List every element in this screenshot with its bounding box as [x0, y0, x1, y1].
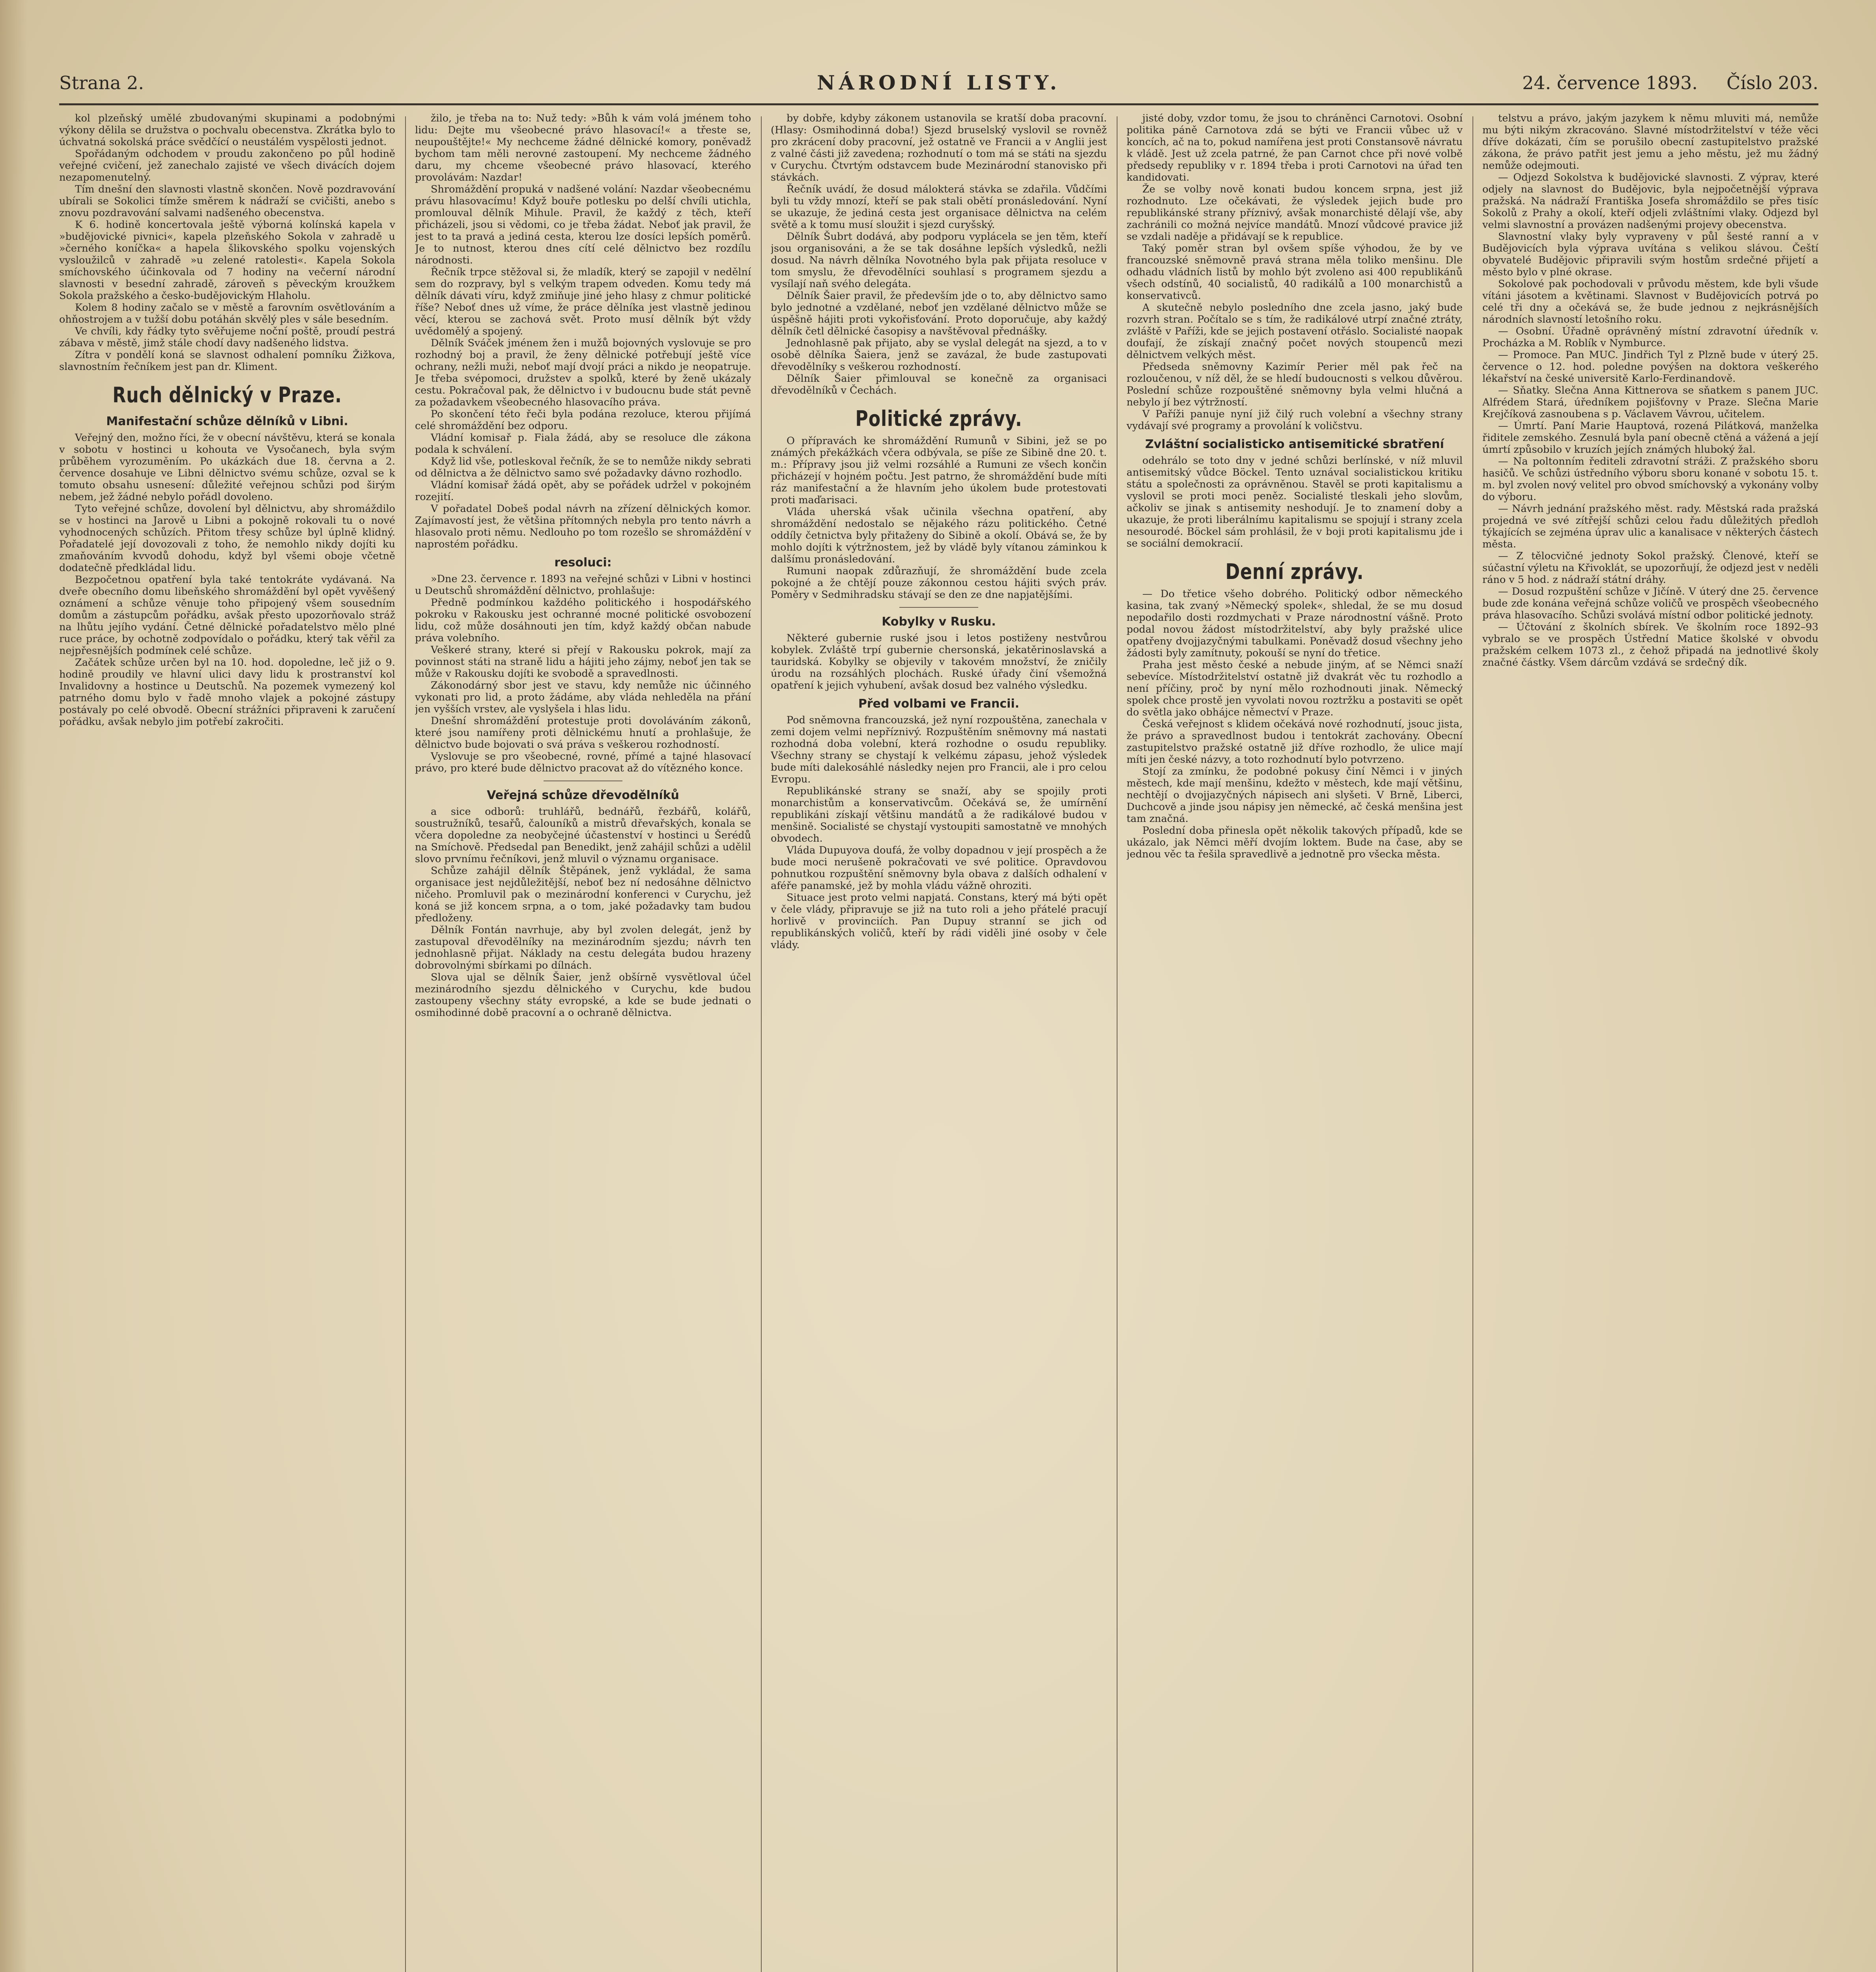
- paragraph: Česká veřejnost s klidem očekává nové rozhodnutí, jsouc jista, že právo a spravedlnost budou i tentokrát zachovány. Obecní zastupitelstvo pražské ostatně již dříve rozhodlo, že ulice mají míti jen české názvy, a toto rozhodnutí bylo potvrzeno.: [1127, 718, 1463, 766]
- paragraph: Vládní komisař p. Fiala žádá, aby se resoluce dle zákona podala k schválení.: [415, 432, 751, 456]
- paragraph: Některé gubernie ruské jsou i letos postiženy nestvůrou kobylek. Zvláště trpí gubernie chersonská, jekatěrinoslavská a tauridská. Kobylky se objevily v takovém množství, že zničily úrodu na rozsáhlých plochách. Ruské úřady činí všemožná opatření k jejich vyhubení, avšak dosud bez valného výsledku.: [771, 632, 1107, 691]
- paragraph: — Na poltonním řediteli zdravotní stráži. Z pražského sboru hasičů. Ve schůzi ústředního výboru sboru konané v sobotu 15. t. m. byl zvolen nový velitel pro obvod smíchovský a vykonány volby do výboru.: [1482, 456, 1818, 503]
- paragraph: Zákonodárný sbor jest ve stavu, kdy nemůže nic účinného vykonati pro lid, a proto žádáme, aby vláda nehleděla na přání jen vyšších vrstev, ale vyslyšela i hlas lidu.: [415, 680, 751, 715]
- paragraph: by dobře, kdyby zákonem ustanovila se kratší doba pracovní. (Hlasy: Osmihodinná doba!) Sjezd bruselský vyslovil se rovněž pro zkrácení doby pracovní, jež ostatně ve Francii a v Anglii jest z valné části již zavedena; rozhodnutí o tom má se státi na sjezdu v Curychu. Čtvrtým odstavcem bude Mezinárodní stanovisko při stávkách.: [771, 112, 1107, 183]
- issue-number: Číslo 203.: [1727, 72, 1818, 93]
- column-1: [59, 112, 395, 1972]
- paragraph: Vyslovuje se pro všeobecné, rovné, přímé a tajné hlasovací právo, pro které bude dělnictvo pracovat až do vítězného konce.: [415, 751, 751, 774]
- paragraph: Taký poměr stran byl ovšem spíše výhodou, že by ve francouzské sněmovně pravá strana měla toliko menšinu. Dle odhadu vládních listů by mohlo být zvoleno asi 400 republikánů všech odstínů, 40 socialistů, 40 radikálů a 100 monarchistů a konservativců.: [1127, 243, 1463, 302]
- paragraph: Shromáždění propuká v nadšené volání: Nazdar všeobecnému právu hlasovacímu! Když bouře potlesku po delší chvíli utichla, promlouval dělník Mihule. Pravil, že každý z těch, kteří přicházeli, jsou si vědomi, co je třeba žádat. Neboť jak pravil, že jest to ta pravá a jediná cesta, kterou lze dosíci lepších poměrů. Je to nutnost, kterou dnes cítí celé dělnictvo bez rozdílu národnosti.: [415, 183, 751, 266]
- paragraph: jisté doby, vzdor tomu, že jsou to chráněnci Carnotovi. Osobní politika páně Carnotova zdá se býti ve Francii vůbec už v koncích, ač na to, pokud namířena jest proti Constansově návratu k vládě. Jest už zcela patrné, že pan Carnot chce při nové volbě předsedy republiky v r. 1894 třeba i proti Carnotovi na úřad ten kandidovati.: [1127, 112, 1463, 183]
- paragraph: a sice odborů: truhlářů, bednářů, řezbářů, kolářů, soustružníků, tesařů, čalouníků a mistrů dřevařských, konala se včera dopoledne za neobyčejné účastenství v hostinci u Šerédů na Smíchově. Předsedal pan Benedikt, jenž zahájil schůzi a udělil slovo prvnímu řečníkovi, jenž mluvil o významu organisace.: [415, 806, 751, 865]
- paragraph: Tím dnešní den slavnosti vlastně skončen. Nově pozdravování ubírali se Sokolici tímže směrem k nádraží se cvičišti, anebo s znovu pozdravování salvami nadšeného obecenstva.: [59, 183, 395, 219]
- header-rule: [59, 103, 1818, 105]
- text-columns: [59, 112, 1818, 1972]
- article-heading: Manifestační schůze dělníků v Libni.: [106, 415, 348, 428]
- paragraph: odehrálo se toto dny v jedné schůzi berlínské, v níž mluvil antisemitský vůdce Böckel. Tento uznával socialistickou kritiku státu a společnosti za oprávněnou. Stavěl se proti kapitalismu a vyslovil se proti moci peněz. Socialisté tleskali jeho slovům, ačkoliv se jinak s antisemity neshodují. Je to znamení doby a ukazuje, že proti liberálnímu kapitalismu se spojují i strany zcela nesourodé. Böckel sám prohlásil, že v boji proti kapitalismu jde i se sociální demokracií.: [1127, 455, 1463, 549]
- paragraph: Dnešní shromáždění protestuje proti dovoláváním zákonů, které jsou namířeny proti dělnickému hnutí a prohlašuje, že dělnictvo bude bojovati o svá práva s veškerou rozhodností.: [415, 715, 751, 751]
- page-edge-shadow: [0, 0, 28, 1972]
- column-5: [1482, 112, 1818, 1972]
- running-header: [59, 71, 1818, 103]
- column-4: [1127, 112, 1463, 1972]
- paragraph: Předně podmínkou každého politického i hospodářského pokroku v Rakousku jest ochranné mocné politické osvobození lidu, což může dosáhnouti jen tím, když každý občan nabude práva volebního.: [415, 597, 751, 644]
- paragraph: »Dne 23. července r. 1893 na veřejné schůzi v Libni v hostinci u Deutschů shromáždění dělnictvo, prohlašuje:: [415, 573, 751, 597]
- paragraph: Po skončení této řeči byla podána rezoluce, kterou přijímá celé shromáždění bez odporu.: [415, 408, 751, 432]
- paragraph: telstvu a právo, jakým jazykem k němu mluviti má, nemůže mu býti nikým zkracováno. Slavné místodržitelství v téže věci dříve dokázati, čím se porušilo obecní zastupitelstvo pražské zákona, že právo patřit jest jemu a jeho městu, jež mu žádný nemůže odejmouti.: [1482, 112, 1818, 172]
- paragraph: — Úmrtí. Paní Marie Hauptová, rozená Pilátková, manželka řiditele zemského. Zesnulá byla paní obecně ctěná a vážená a její úmrtí způsobilo v kruzích jejích známých hluboký žal.: [1482, 420, 1818, 456]
- issue-date: 24. července 1893.: [1522, 72, 1698, 93]
- paragraph: — Odjezd Sokolstva k budějovické slavnosti. Z výprav, které odjely na slavnost do Budějovic, byla nejpočetnější výprava pražská. Na nádraží Františka Josefa shromáždilo se přes tisíc Sokolů z Prahy a okolí, kteří odjeli zvláštními vlaky. Odjezd byl velmi slavnostní a provázen nadšenými projevy obecenstva.: [1482, 172, 1818, 231]
- paragraph: Situace jest proto velmi napjatá. Constans, který má býti opět v čele vlády, připravuje se již na tuto roli a jeho přátelé pracují horlivě v provinciích. Pan Dupuy stranní se jich od republikánských voličů, kteří by rádi viděli jiné osoby v čele vlády.: [771, 892, 1107, 951]
- paragraph: — Do třetice všeho dobrého. Politický odbor německého kasina, tak zvaný »Německý spolek«, shledal, že se mu dosud nepodařilo dosti rozdmychati v Praze národnostní vášně. Proto podal novou žádost místodržitelství, aby byly pražské ulice opatřeny dvojjazyčnými tabulkami. Poněvadž dosud všechny jeho žádosti byly zamítnuty, pokouší se nyní do třetice.: [1127, 588, 1463, 659]
- paragraph: Ve chvíli, kdy řádky tyto svěřujeme noční poště, proudí pestrá zábava v městě, jimž stále chodí davy nadšeného lidstva.: [59, 325, 395, 349]
- issue-date-number: [1522, 71, 1818, 95]
- paragraph: K 6. hodině koncertovala ještě výborná kolínská kapela v »budějovické pivnici«, kapela plzeňského Sokola v zahradě u »černého koníčka« a hapela šlikovského spolku vojenských vysloužilců v zahradě »u zelené ratolesti«. Kapela Sokola smíchovského účinkovala od 7 hodiny na večerní národní slavnosti v besední zahradě, zároveň s pěveckým kroužkem Sokola pražského a česko-budějovickým Hlaholu.: [59, 219, 395, 302]
- paragraph: Veškeré strany, které si přejí v Rakousku pokrok, mají za povinnost státi na straně lidu a hájiti jeho zájmy, neboť jen tak se může v Rakousku dojíti ke svobodě a spravedlnosti.: [415, 644, 751, 680]
- paragraph: Rumuni naopak zdůrazňují, že shromáždění bude zcela pokojné a že chtějí pouze zákonnou cestou hájiti svých práv. Poměry v Sedmihradsku stávají se den ze dne napjatějšími.: [771, 565, 1107, 601]
- paragraph: Kolem 8 hodiny začalo se v městě a farovním osvětlováním a ohňostrojem a v tužší dobu potáhán skvělý ples v sále besedním.: [59, 302, 395, 325]
- paragraph: Veřejný den, možno říci, že v obecní návštěvu, která se konala v sobotu v hostinci u kohouta ve Vysočanech, byla svým průběhem vyrozuměním. Po ukázkách due 18. června a 2. července dosahuje ve Libni dělnictvo svému schůze, ozval se k tomuto obsahu usnesení: důležité veřejnou schůzi pod širým nebem, jež žádné nebylo pořádl dovoleno.: [59, 432, 395, 503]
- section-heading: Politické zprávy.: [855, 406, 1022, 431]
- paragraph: Slova ujal se dělník Šaier, jenž obšírně vysvětloval účel mezinárodního sjezdu dělnického v Curychu, kde budou zastoupeny všechny státy evropské, a kde se bude jednati o osmihodinné době pracovní a o ochraně dělnictva.: [415, 971, 751, 1019]
- paragraph: Schůze zahájil dělník Štěpánek, jenž vykládal, že sama organisace jest nejdůležitější, neboť bez ní nedosáhne dělnictvo ničeho. Promluvil pak o mezinárodní konferenci v Curychu, jež koná se již koncem srpna, a o tom, jaké požadavky tam budou předloženy.: [415, 865, 751, 924]
- article-heading: Před volbami ve Francii.: [858, 697, 1020, 711]
- paragraph: Dělník Fontán navrhuje, aby byl zvolen delegát, jenž by zastupoval dřevodělníky na mezinárodním sjezdu; návrh ten jednohlasně přijat. Náklady na cestu delegáta budou hrazeny dobrovolnými sbírkami po dílnách.: [415, 924, 751, 971]
- paragraph: Poslední doba přinesla opět několik takových případů, kde se ukázalo, jak Němci měří dvojím loktem. Bude na čase, aby se jednou věc ta řešila spravedlivě a jednotně pro všecka města.: [1127, 825, 1463, 860]
- column-rule: [405, 116, 406, 1972]
- paragraph: — Promoce. Pan MUC. Jindřich Tyl z Plzně bude v úterý 25. července o 12. hod. poledne povýšen na doktora veškerého lékařství na české universitě Karlo-Ferdinandově.: [1482, 349, 1818, 385]
- paragraph: Republikánské strany se snaží, aby se spojily proti monarchistům a konservativcům. Očekává se, že umírnění republikáni získají většinu mandátů a že radikálové budou v menšině. Socialisté se chystají vystoupiti samostatně ve mnohých obvodech.: [771, 785, 1107, 844]
- paragraph: Zítra v pondělí koná se slavnost odhalení pomníku Žižkova, slavnostním řečníkem jest pan dr. Kliment.: [59, 349, 395, 373]
- paragraph: Začátek schůze určen byl na 10. hod. dopoledne, leč již o 9. hodině proudily ve hlavní ulici davy lidu k prostranství kol Invalidovny a hostince u Deutschů. Na pozemek vymezený kol patrného domu bylo v řadě mnoho vlajek a pokojné zástupy postávaly po celé obvodě. Obecní strážníci připraveni k zaručení pořádku, avšak nebylo jim potřebí zakročiti.: [59, 657, 395, 728]
- paragraph: Praha jest město české a nebude jiným, ať se Němci snaží sebevíce. Místodržitelství ostatně již dvakrát věc tu rozhodlo a není příčiny, proč by nyní mělo rozhodnouti jinak. Německý spolek chce prostě jen vyvolati novou roztržku a postaviti se opět do světla jako obhájce němectví v Praze.: [1127, 659, 1463, 718]
- paragraph: Bezpočetnou opatření byla také tentokráte vydávaná. Na dveře obecního domu libeňského shromáždění byl opět vyvěšený oznámení a schůze věnuje toho připojený všem sousedním domům a zástupcům pořádku, avšak přesto upozorňovalo stráž na lhůtu jejího vydání. Četné dělnické pořadatelstvo mělo plné ruce práce, by ochotně zodpovídalo o pořádku, který tak věřil za nejpřesnějších podmínek celé schůze.: [59, 574, 395, 657]
- paragraph: Slavnostní vlaky byly vypraveny v půl šesté ranní a v Budějovicích byla výprava uvítána s velikou slávou. Čeští obyvatelé Budějovic připravili svým hostům srdečné přijetí a město bylo v plné okrase.: [1482, 231, 1818, 278]
- paragraph: V Paříži panuje nyní již čilý ruch volební a všechny strany vydávají své programy a provolání k voličstvu.: [1127, 408, 1463, 432]
- paragraph: Když lid vše, potleskoval řečník, že se to nemůže nikdy sebrati od dělnictva a že dělnictvo samo své požadavky dávno rozhodlo.: [415, 456, 751, 479]
- paragraph: Vládní komisař žádá opět, aby se pořádek udržel v pokojném rozejití.: [415, 479, 751, 503]
- paragraph: Stojí za zmínku, že podobné pokusy činí Němci i v jiných městech, kde mají menšinu, kdežto v městech, kde mají většinu, nechtějí o dvojjazyčných nápisech ani slyšeti. V Brně, Liberci, Duchcově a jinde jsou nápisy jen německé, ač česká menšina jest tam značná.: [1127, 766, 1463, 825]
- article-heading: Veřejná schůze dřevodělníků: [487, 788, 679, 802]
- paragraph: V pořadatel Dobeš podal návrh na zřízení dělnických komor. Zajímavostí jest, že většina přítomných nebyla pro tento návrh a hlasovalo proti němu. Nedlouho po tom rozešlo se shromáždění v naprostém pořádku.: [415, 503, 751, 550]
- article-heading: Zvláštní socialisticko antisemitické sbratření: [1145, 437, 1444, 451]
- paragraph: Řečník trpce stěžoval si, že mladík, který se zapojil v nedělní sem do rozpravy, byl s velkým trapem odveden. Komu tedy má dělník dávati víru, když zmiňuje jiné jeho hlasy z chmur politické říše? Neboť dnes už víme, že práce dělníka jest vlastně jedinou věcí, kterou se zachová svět. Proto musí dělník být vždy uvědomělý a spojený.: [415, 266, 751, 337]
- resolution-heading: resoluci:: [554, 556, 612, 570]
- paragraph: — Osobní. Úřadně oprávněný místní zdravotní úředník v. Procházka a M. Roblík v Nymburce.: [1482, 325, 1818, 349]
- paragraph: Dělník Šaier pravil, že především jde o to, aby dělnictvo samo bylo jednotné a vzdělané, neboť jen vzdělané dělnictvo může se úspěšně hájiti proti vykořisťování. Proto doporučuje, aby každý dělník četl dělnické časopisy a navštěvoval přednášky.: [771, 290, 1107, 337]
- column-rule: [761, 116, 762, 1972]
- newspaper-title: NÁRODNÍ LISTY.: [817, 71, 1061, 94]
- paragraph: Dělník Sváček jménem žen i mužů bojovných vyslovuje se pro rozhodný boj a pravil, že ženy dělnické potřebují ještě více ochrany, nežli muži, neboť mají dvojí práci a nikdo je neopatruje. Je třeba svépomoci, družstev a spolků, které by ženě ukázaly cestu. Pokračoval pak, že dělnictvo i v budoucnu bude stát pevně za požadavkem všeobecného hlasovacího práva.: [415, 337, 751, 408]
- paragraph: Předseda sněmovny Kazimír Perier měl pak řeč na rozloučenou, v níž děl, že se hledí budoucnosti s velkou důvěrou. Poslední schůze rozpouštěné sněmovny byla velmi hlučná a nebylo jí bez výtržností.: [1127, 361, 1463, 408]
- divider: [899, 607, 978, 608]
- paragraph: Vláda uherská však učinila všechna opatření, aby shromáždění nedostalo se nějakého rázu politického. Četné oddíly četnictva byly přitaženy do Sibině a okolí. Obává se, že by mohlo dojíti k výtržnostem, jež by vládě byly vítanou záminkou k dalšímu pronásledování.: [771, 506, 1107, 565]
- paragraph: — Návrh jednání pražského měst. rady. Městská rada pražská projedná ve své zítřejší schůzi celou řadu důležitých předloh týkajících se zejména úprav ulic a kanalisace v některých částech města.: [1482, 503, 1818, 550]
- paragraph: Tyto veřejné schůze, dovolení byl dělnictvu, aby shromáždilo se v hostinci na Jarově u Libni a pokojně rokovali tu o nové vyhodnocených schůzích. Přitom třesy schůze byl úplně klidný. Pořadatelé její dovozovali z toho, že nemohlo nikdy dojíti ku zmaňováním kvvodů dohodu, když byl všemi oboje včetně dodatečně předkládal lidu.: [59, 503, 395, 574]
- paragraph: Spořádaným odchodem v proudu zakončeno po půl hodině veřejné cvičení, jež zanechalo zajisté ve všech divácích dojem nezapomenutelný.: [59, 148, 395, 183]
- column-3: [771, 112, 1107, 1972]
- paragraph: Že se volby nově konati budou koncem srpna, jest již rozhodnuto. Lze očekávati, že výsledek jejich bude pro republikánské strany příznivý, avšak monarchisté dělají vše, aby zachránili co možná nejvíce mandátů. Mnozí vůdcové pravice již se vzdali naděje a přidávají se k republice.: [1127, 183, 1463, 243]
- article-heading: Kobylky v Rusku.: [882, 615, 996, 629]
- paragraph: — Z tělocvičné jednoty Sokol pražský. Členové, kteří se súčastní výletu na Křivoklát, se upozorňují, že odjezd jest v neděli ráno v 5 hod. z nádraží státní dráhy.: [1482, 550, 1818, 586]
- section-heading: Denní zprávy.: [1225, 559, 1364, 584]
- paragraph: Dělník Šaier přimlouval se konečně za organisaci dřevodělníků v Čechách.: [771, 373, 1107, 396]
- paragraph: Pod sněmovna francouzská, jež nyní rozpouštěna, zanechala v zemi dojem velmi nepříznivý. Rozpuštěním sněmovny má nastati rozhodná doba volební, která rozhodne o osudu republiky. Všechny strany se chystají k velkému zápasu, jehož výsledek bude míti dalekosáhlé následky nejen pro Francii, ale i pro celou Evropu.: [771, 714, 1107, 785]
- paragraph: žilo, je třeba na to: Nuž tedy: »Bůh k vám volá jménem toho lidu: Dejte mu všeobecné právo hlasovací!« a třeste se, neupouštějte!« My nechceme žádné dělnické komory, poněvadž bychom tam měli nerovné zastoupení. My nechceme žádného daru, my chceme všeobecné právo hlasovací, kterého provolávám: Nazdar!: [415, 112, 751, 183]
- section-heading: Ruch dělnický v Praze.: [112, 383, 342, 407]
- paragraph: O přípravách ke shromáždění Rumunů v Sibini, jež se po známých překážkách včera odbývala, se píše ze Sibině dne 20. t. m.: Přípravy jsou již velmi rozsáhlé a Rumuni ze všech končin přicházejí v hojném počtu. Jest patrno, že shromáždění bude míti ráz manifestační a že hlavním jeho úkolem bude protestovati proti maďarisaci.: [771, 435, 1107, 506]
- paragraph: — Sňatky. Slečna Anna Kittnerova se sňatkem s panem JUC. Alfrédem Stará, úředníkem pojišťovny v Praze. Slečna Marie Krejčíková zasnoubena s p. Václavem Vávrou, učitelem.: [1482, 385, 1818, 420]
- paragraph: Dělník Šubrt dodává, aby podporu vyplácela se jen těm, kteří jsou organisováni, a že se tak dosáhne lepších výsledků, nežli dosud. Na návrh dělníka Novotného byla pak přijata resoluce v tom smyslu, že dřevodělníci souhlasí s programem sjezdu a vysílají naň svého delegáta.: [771, 231, 1107, 290]
- paragraph: A skutečně nebylo posledního dne zcela jasno, jaký bude rozvrh stran. Počítalo se s tím, že radikálové utrpí značné ztráty, zvláště v Paříži, kde se jejich postavení otřáslo. Socialisté naopak doufají, že získají značný počet nových stoupenců mezi dělnictvem velkých měst.: [1127, 302, 1463, 361]
- column-2: [415, 112, 751, 1972]
- paragraph: Sokolové pak pochodovali v průvodu městem, kde byli všude vítáni jásotem a květinami. Slavnost v Budějovicích potrvá po celé tři dny a očekává se, že bude jednou z nejkrásnějších národních slavností letošního roku.: [1482, 278, 1818, 325]
- page-number: Strana 2.: [59, 72, 144, 93]
- paragraph: Jednohlasně pak přijato, aby se vyslal delegát na sjezd, a to v osobě dělníka Šaiera, jenž se zavázal, že bude zastupovati dřevodělníky s veškerou rozhodností.: [771, 337, 1107, 373]
- paragraph: — Dosud rozpuštění schůze v Jičíně. V úterý dne 25. července bude zde konána veřejná schůze voličů ve prospěch všeobecného práva hlasovacího. Schůzi svolává místní odbor politické jednoty.: [1482, 586, 1818, 621]
- paragraph: Vláda Dupuyova doufá, že volby dopadnou v její prospěch a že bude moci nerušeně pokračovati ve své politice. Opravdovou pohnutkou rozpuštění sněmovny byla obava z dalších odhalení v aféře panamské, jež by mohla vládu vážně ohroziti.: [771, 844, 1107, 892]
- paragraph: Řečník uvádí, že dosud málokterá stávka se zdařila. Vůdčími byli tu vždy mnozí, kteří se pak stali obětí pronásledování. Nyní se ukazuje, že jediná cesta jest organisace dělnictva na celém světě a k tomu musí sloužit i sjezd curyšský.: [771, 183, 1107, 231]
- paragraph: — Účtování z školních sbírek. Ve školním roce 1892–93 vybralo se ve prospěch Ústřední Matice školské v obvodu pražském celkem 1073 zl., z čehož připadá na jednotlivé školy značné částky. Všem dárcům vzdává se srdečný dík.: [1482, 621, 1818, 669]
- column-rule: [1472, 116, 1473, 1972]
- paragraph: kol plzeňský umělé zbudovanými skupinami a podobnými výkony dělila se družstva o pochvalu obecenstva. Zkrátka bylo to úchvatná sokolská práce svědčící o neustálém vyspělosti jednot.: [59, 112, 395, 148]
